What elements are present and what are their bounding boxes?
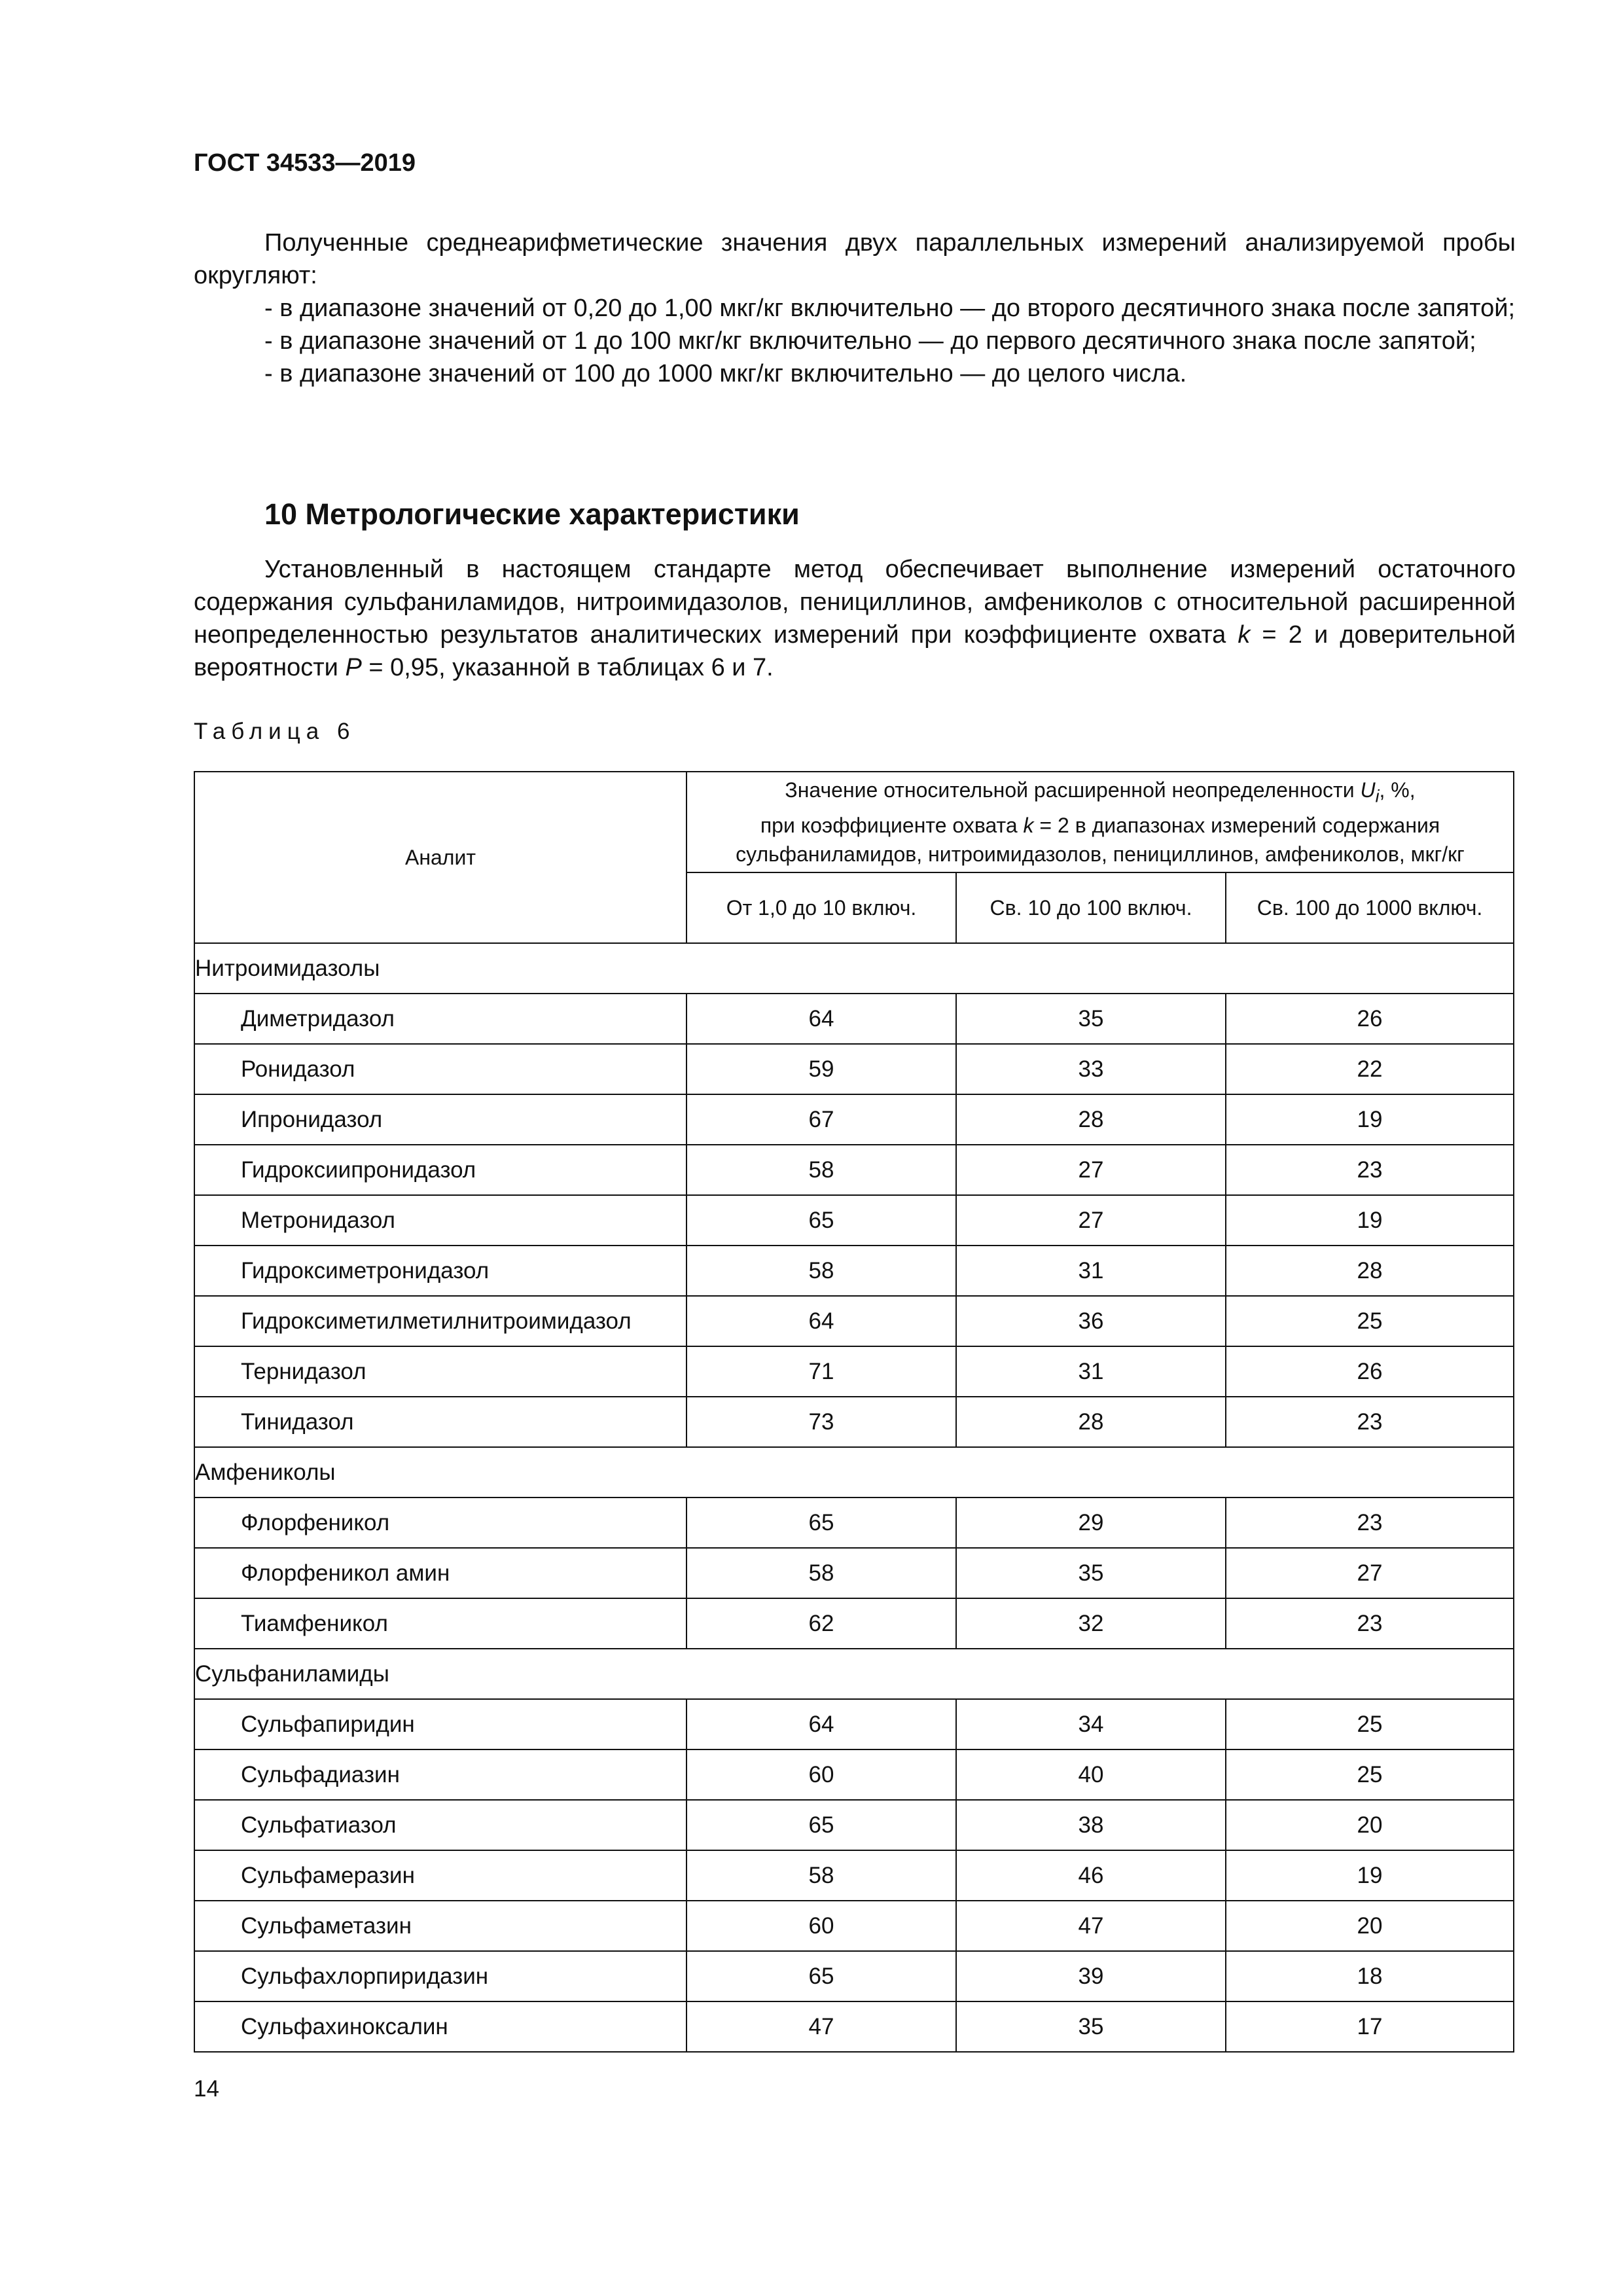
uncertainty-value: 73 <box>687 1397 956 1447</box>
uncertainty-value: 26 <box>1226 1346 1514 1397</box>
uncertainty-value: 58 <box>687 1548 956 1598</box>
table-row <box>194 1044 1514 1094</box>
uncertainty-value: 25 <box>1226 1699 1514 1749</box>
analyte-name: Тинидазол <box>194 1397 687 1447</box>
range-header-1: От 1,0 до 10 включ. <box>687 872 956 943</box>
uncertainty-value: 64 <box>687 1699 956 1749</box>
table-row <box>194 1749 1514 1800</box>
table-row <box>194 1951 1514 2001</box>
table-row <box>194 1800 1514 1850</box>
group-name: Нитроимидазолы <box>194 943 1514 994</box>
table-group-row <box>194 943 1514 994</box>
table-row <box>194 1498 1514 1548</box>
table-row <box>194 1901 1514 1951</box>
analyte-name: Гидроксиметилметилнитроимидазол <box>194 1296 687 1346</box>
table-body <box>194 943 1514 2052</box>
bullet-3: - в диапазоне значений от 100 до 1000 мкг/кг включительно — до целого числа. <box>264 360 1187 387</box>
analyte-name: Сульфадиазин <box>194 1749 687 1800</box>
uncertainty-value: 36 <box>956 1296 1226 1346</box>
bullet-1: - в диапазоне значений от 0,20 до 1,00 мкг/кг включительно — до второго десятичного знака после запятой; <box>264 295 1516 322</box>
section-paragraph: Установленный в настоящем стандарте метод обеспечивает выполнение измерений остаточного содержания сульфаниламидов, нитроимидазолов, пенициллинов, амфениколов с относительной расширенной неопределенностью результатов аналитических измерений при коэффициенте охвата k = 2 и доверительной вероятности P = 0,95, указанной в таблицах 6 и 7. <box>194 556 1516 681</box>
analyte-name: Ронидазол <box>194 1044 687 1094</box>
uncertainty-value: 62 <box>687 1598 956 1649</box>
uncertainty-value: 20 <box>1226 1800 1514 1850</box>
table-row <box>194 1699 1514 1749</box>
uncertainty-value: 23 <box>1226 1397 1514 1447</box>
uncertainty-value: 35 <box>956 1548 1226 1598</box>
table-row <box>194 1397 1514 1447</box>
range-header-3: Св. 100 до 1000 включ. <box>1226 872 1514 943</box>
analyte-name: Сульфахлорпиридазин <box>194 1951 687 2001</box>
table-row <box>194 1850 1514 1901</box>
analyte-name: Сульфахиноксалин <box>194 2001 687 2052</box>
table-row <box>194 1094 1514 1145</box>
table-row <box>194 1346 1514 1397</box>
uncertainty-value: 64 <box>687 1296 956 1346</box>
uncertainty-table <box>194 771 1514 2053</box>
table-row <box>194 1195 1514 1246</box>
analyte-name: Тернидазол <box>194 1346 687 1397</box>
analyte-name: Сульфамеразин <box>194 1850 687 1901</box>
analyte-name: Флорфеникол <box>194 1498 687 1548</box>
uncertainty-value: 23 <box>1226 1498 1514 1548</box>
uncertainty-value: 25 <box>1226 1749 1514 1800</box>
uncertainty-value: 20 <box>1226 1901 1514 1951</box>
uncertainty-value: 46 <box>956 1850 1226 1901</box>
uncertainty-value: 47 <box>687 2001 956 2052</box>
uncertainty-value: 28 <box>956 1094 1226 1145</box>
table-row <box>194 994 1514 1044</box>
uncertainty-value: 19 <box>1226 1195 1514 1246</box>
intro-block <box>194 226 1516 390</box>
uncertainty-value: 34 <box>956 1699 1226 1749</box>
table-caption: Таблица 6 <box>194 719 356 744</box>
analyte-name: Ипронидазол <box>194 1094 687 1145</box>
uncertainty-value: 19 <box>1226 1850 1514 1901</box>
uncertainty-value: 29 <box>956 1498 1226 1548</box>
uncertainty-value: 65 <box>687 1951 956 2001</box>
uncertainty-value: 32 <box>956 1598 1226 1649</box>
group-name: Амфениколы <box>194 1447 1514 1498</box>
uncertainty-value: 35 <box>956 994 1226 1044</box>
section-title: 10 Метрологические характеристики <box>264 497 800 531</box>
uncertainty-value: 31 <box>956 1346 1226 1397</box>
uncertainty-value: 65 <box>687 1800 956 1850</box>
bullet-2: - в диапазоне значений от 1 до 100 мкг/кг включительно — до первого десятичного знака после запятой; <box>264 327 1476 355</box>
analyte-header: Аналит <box>194 772 687 943</box>
uncertainty-header: Значение относительной расширенной неопределенности $U_i$, %, при коэффициенте охвата k = 2 в диапазонах измерений содержания сульфаниламидов, нитроимидазолов, пенициллинов, амфениколов, мкг/кг <box>687 772 1514 872</box>
uncertainty-value: 58 <box>687 1145 956 1195</box>
table-row <box>194 1246 1514 1296</box>
table-row <box>194 2001 1514 2052</box>
uncertainty-value: 22 <box>1226 1044 1514 1094</box>
table-group-row <box>194 1649 1514 1699</box>
uncertainty-value: 71 <box>687 1346 956 1397</box>
uncertainty-value: 35 <box>956 2001 1226 2052</box>
uncertainty-value: 33 <box>956 1044 1226 1094</box>
uncertainty-value: 58 <box>687 1246 956 1296</box>
uncertainty-value: 47 <box>956 1901 1226 1951</box>
document-header: ГОСТ 34533—2019 <box>194 149 416 177</box>
analyte-name: Тиамфеникол <box>194 1598 687 1649</box>
uncertainty-value: 65 <box>687 1195 956 1246</box>
uncertainty-value: 31 <box>956 1246 1226 1296</box>
uncertainty-value: 60 <box>687 1749 956 1800</box>
analyte-name: Метронидазол <box>194 1195 687 1246</box>
analyte-name: Сульфаметазин <box>194 1901 687 1951</box>
uncertainty-value: 59 <box>687 1044 956 1094</box>
uncertainty-value: 60 <box>687 1901 956 1951</box>
section-body <box>194 553 1516 684</box>
uncertainty-value: 27 <box>956 1195 1226 1246</box>
analyte-name: Сульфатиазол <box>194 1800 687 1850</box>
uncertainty-value: 23 <box>1226 1598 1514 1649</box>
uncertainty-value: 65 <box>687 1498 956 1548</box>
uncertainty-value: 38 <box>956 1800 1226 1850</box>
uncertainty-value: 64 <box>687 994 956 1044</box>
uncertainty-value: 19 <box>1226 1094 1514 1145</box>
analyte-name: Диметридазол <box>194 994 687 1044</box>
uncertainty-value: 28 <box>956 1397 1226 1447</box>
uncertainty-value: 23 <box>1226 1145 1514 1195</box>
uncertainty-value: 40 <box>956 1749 1226 1800</box>
table-row <box>194 1145 1514 1195</box>
table-row <box>194 1598 1514 1649</box>
uncertainty-value: 25 <box>1226 1296 1514 1346</box>
uncertainty-value: 26 <box>1226 994 1514 1044</box>
uncertainty-value: 27 <box>1226 1548 1514 1598</box>
group-name: Сульфаниламиды <box>194 1649 1514 1699</box>
intro-paragraph: Полученные среднеарифметические значения двух параллельных измерений анализируемой пробы округляют: <box>194 229 1516 289</box>
analyte-name: Гидроксиметронидазол <box>194 1246 687 1296</box>
uncertainty-value: 17 <box>1226 2001 1514 2052</box>
analyte-name: Гидроксиипронидазол <box>194 1145 687 1195</box>
table-row <box>194 1296 1514 1346</box>
uncertainty-value: 27 <box>956 1145 1226 1195</box>
uncertainty-value: 39 <box>956 1951 1226 2001</box>
uncertainty-value: 67 <box>687 1094 956 1145</box>
table-group-row <box>194 1447 1514 1498</box>
analyte-name: Флорфеникол амин <box>194 1548 687 1598</box>
table-row <box>194 1548 1514 1598</box>
page-number: 14 <box>194 2076 219 2102</box>
analyte-name: Сульфапиридин <box>194 1699 687 1749</box>
uncertainty-value: 58 <box>687 1850 956 1901</box>
uncertainty-value: 28 <box>1226 1246 1514 1296</box>
range-header-2: Св. 10 до 100 включ. <box>956 872 1226 943</box>
uncertainty-value: 18 <box>1226 1951 1514 2001</box>
